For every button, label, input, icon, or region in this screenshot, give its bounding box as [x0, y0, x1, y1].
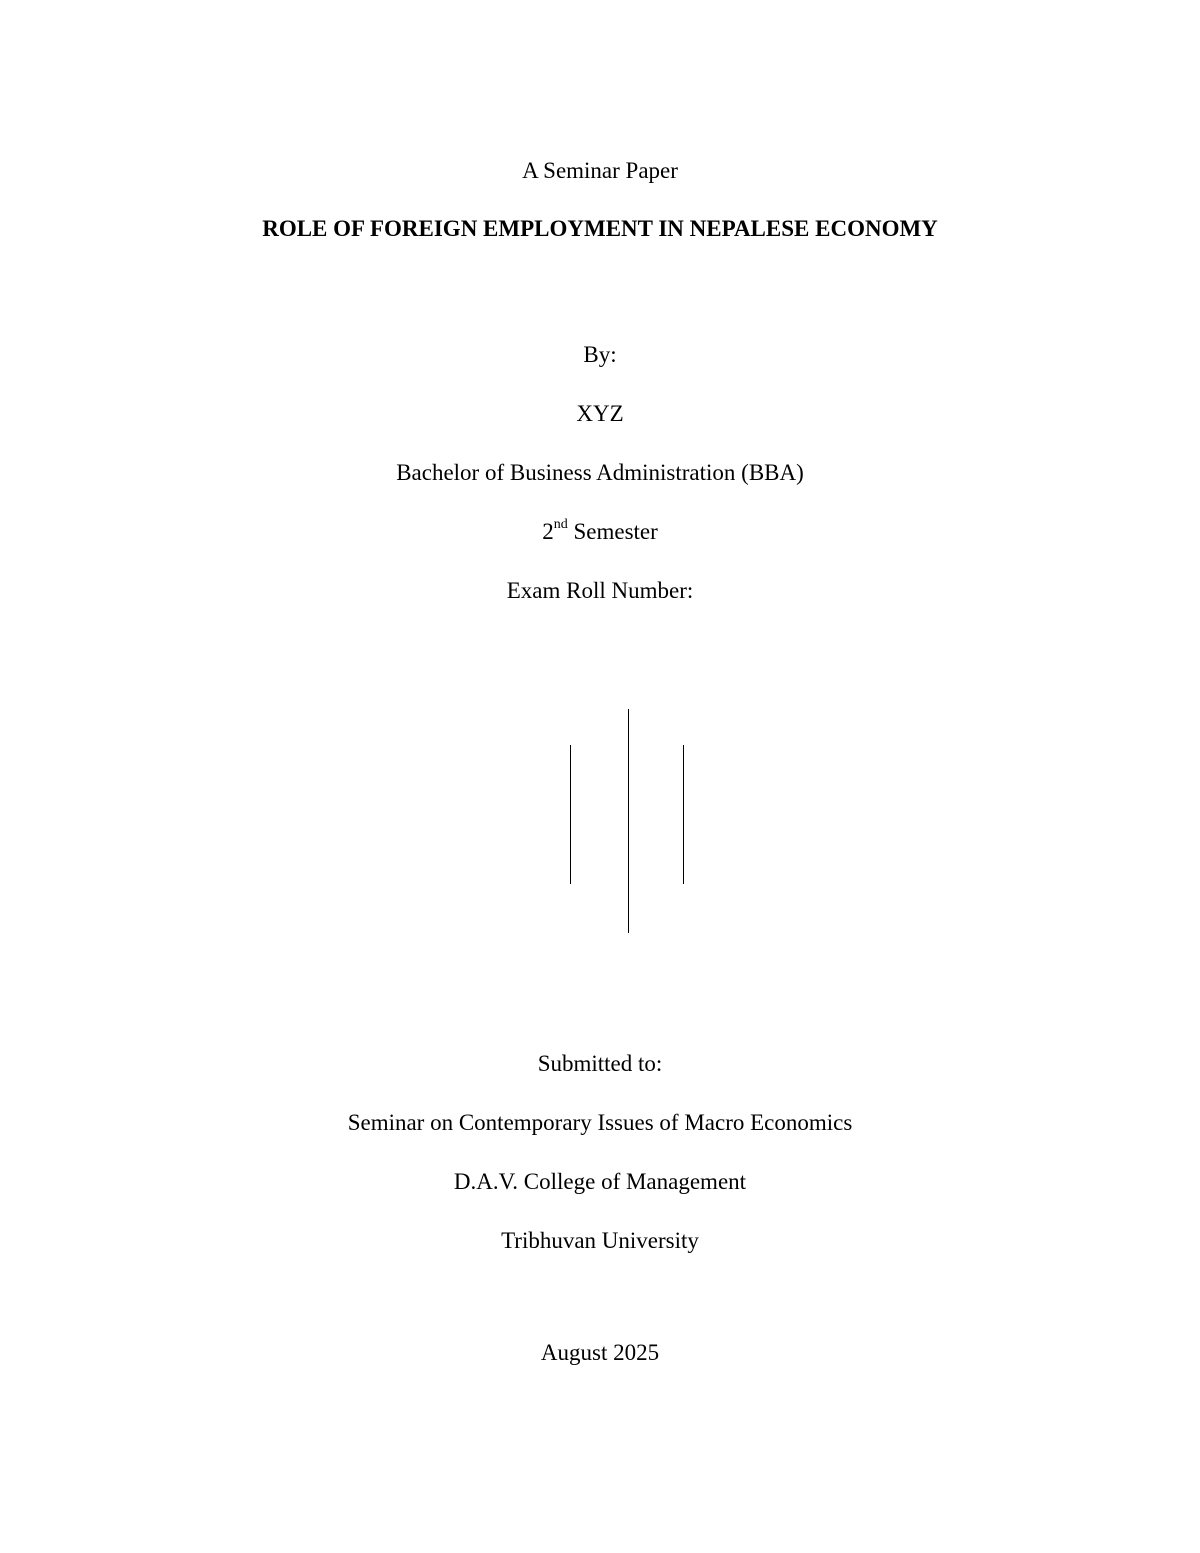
semester-word: Semester — [567, 519, 658, 544]
submitted-to-label: Submitted to: — [537, 1051, 663, 1076]
course-name: Seminar on Contemporary Issues of Macro Economics — [347, 1110, 853, 1135]
divider-line-right — [683, 745, 684, 884]
paper-type: A Seminar Paper — [522, 158, 678, 183]
semester-number: 2 — [542, 519, 554, 544]
college-name: D.A.V. College of Management — [453, 1169, 747, 1194]
university-name: Tribhuvan University — [501, 1228, 699, 1253]
semester — [0, 517, 1200, 547]
divider-line-left — [570, 745, 571, 884]
divider-line-center — [628, 709, 629, 933]
program-name: Bachelor of Business Administration (BBA) — [396, 460, 804, 485]
submission-date: August 2025 — [540, 1340, 660, 1365]
author-name: XYZ — [576, 401, 624, 426]
exam-roll-number: Exam Roll Number: — [506, 578, 694, 603]
by-label: By: — [583, 342, 617, 367]
semester-suffix: nd — [553, 517, 568, 533]
paper-title: ROLE OF FOREIGN EMPLOYMENT IN NEPALESE ECONOMY — [262, 216, 938, 241]
